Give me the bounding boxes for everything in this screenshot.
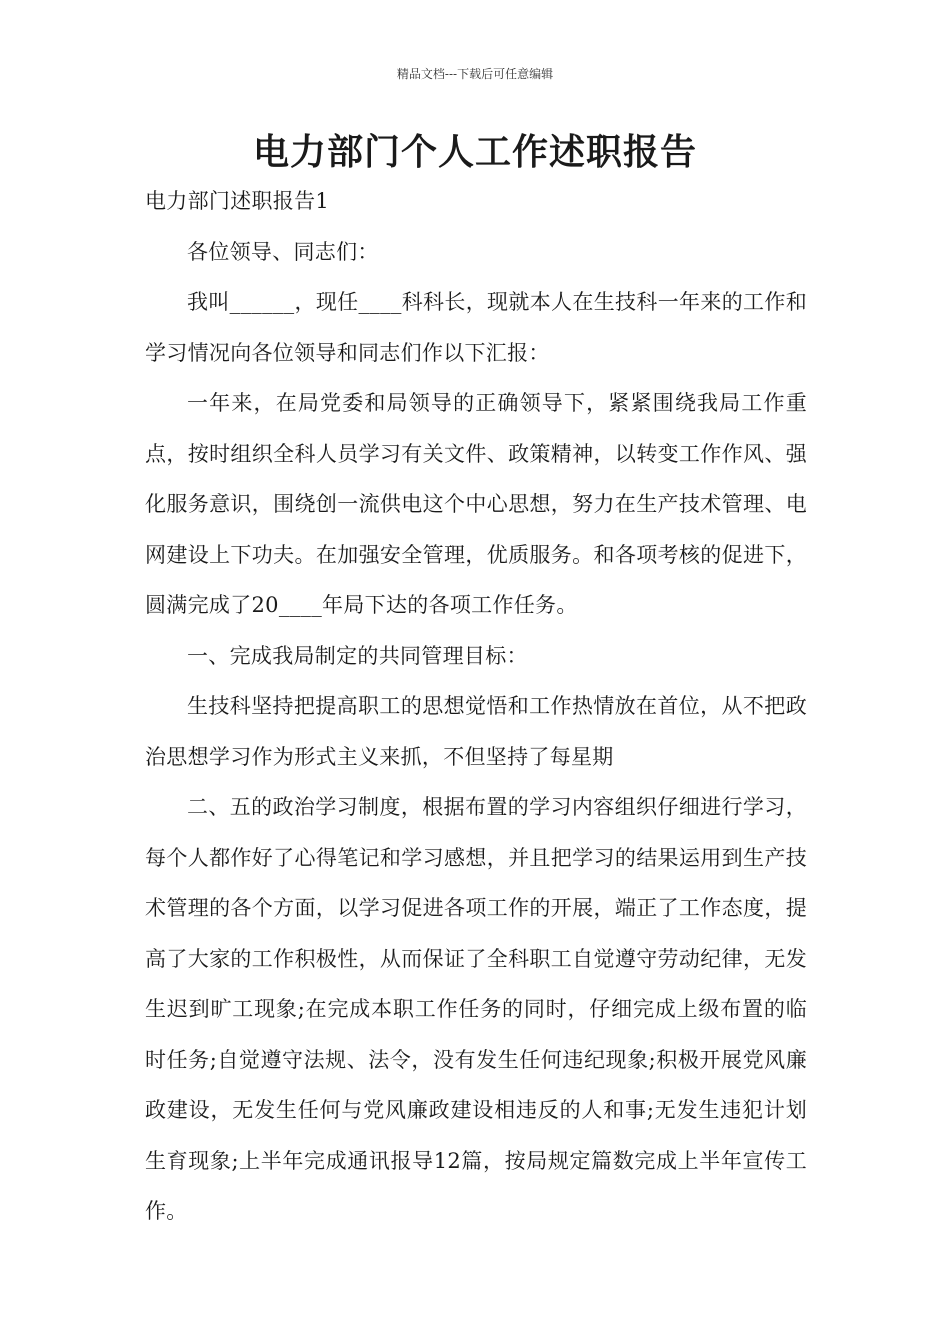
document-subtitle: 电力部门述职报告1 <box>145 189 330 213</box>
paragraph-study-system: 二、五的政治学习制度，根据布置的学习内容组织仔细进行学习，每个人都作好了心得笔记和学习感想，并且把学习的结果运用到生产技术管理的各个方面，以学习促进各项工作的开展，端正了工作态度，提高了大家的工作积极性，从而保证了全科职工自觉遵守劳动纪律，无发生迟到旷工现象;在完成本职工作任务的同时，仔细完成上级布置的临时任务;自觉遵守法规、法令，没有发生任何违纪现象;积极开展党风廉政建设，无发生任何与党风廉政建设相违反的人和事;无发生违犯计划生育现象;上半年完成通讯报导12篇，按局规定篇数完成上半年宣传工作。 <box>145 795 807 1223</box>
document-body <box>145 176 807 1237</box>
paragraph-introduction: 我叫______，现任____科科长，现就本人在生技科一年来的工作和学习情况向各位领导和同志们作以下汇报： <box>145 290 807 365</box>
section-heading-one: 一、完成我局制定的共同管理目标： <box>187 643 528 668</box>
paragraph-greeting: 各位领导、同志们： <box>187 239 379 264</box>
document-title: 电力部门个人工作述职报告 <box>252 131 697 173</box>
header-note: 精品文档---下载后可任意编辑 <box>396 67 554 81</box>
paragraph-study-principle: 生技科坚持把提高职工的思想觉悟和工作热情放在首位，从不把政治思想学习作为形式主义来抓，不但坚持了每星期 <box>145 694 807 769</box>
paragraph-overview: 一年来，在局党委和局领导的正确领导下，紧紧围绕我局工作重点，按时组织全科人员学习有关文件、政策精神，以转变工作作风、强化服务意识，围绕创一流供电这个中心思想，努力在生产技术管理、电网建设上下功夫。在加强安全管理，优质服务。和各项考核的促进下，圆满完成了20____年局下达的各项工作任务。 <box>145 391 807 617</box>
